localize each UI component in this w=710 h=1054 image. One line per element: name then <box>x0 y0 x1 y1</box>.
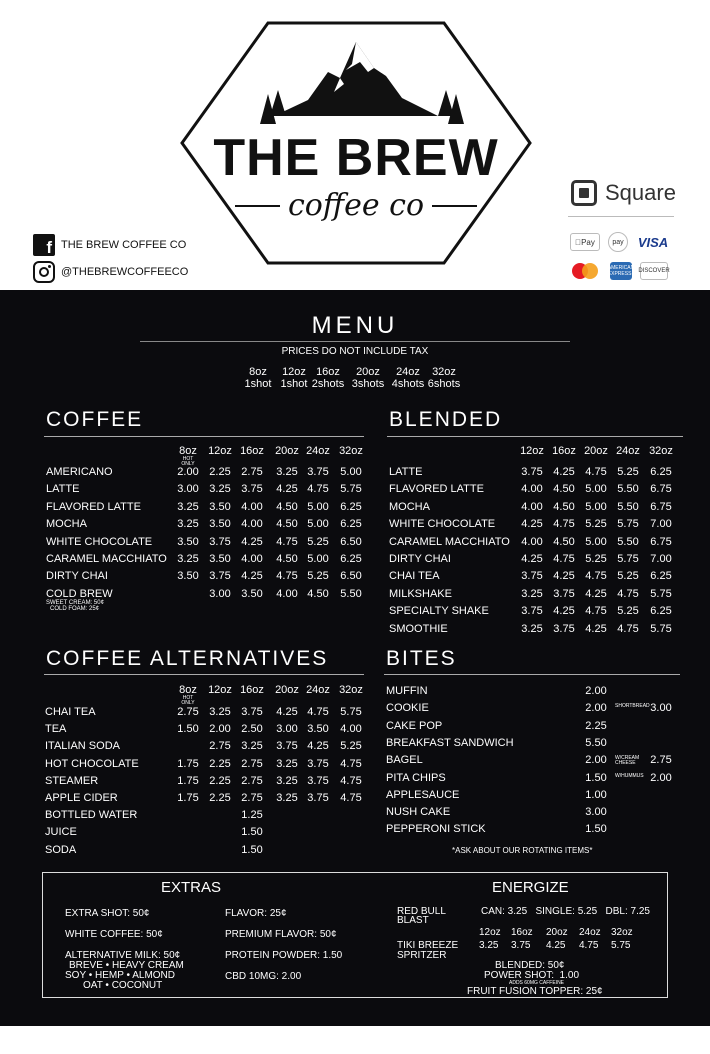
menu-divider <box>140 341 570 342</box>
bite-name: PITA CHIPS <box>386 771 446 784</box>
size-legend-shots: 1shot <box>244 378 272 390</box>
brand-subtitle: coffee co <box>287 188 425 223</box>
menu-item-price: 4.00 <box>241 553 263 565</box>
menu-item-price: 5.75 <box>340 483 362 496</box>
menu-item-price: 3.25 <box>276 774 298 787</box>
size-header: 24oz <box>306 445 330 457</box>
alternatives-section-title: COFFEE ALTERNATIVES <box>46 647 329 670</box>
size-legend-col <box>422 366 466 390</box>
bite-addon-label: W/HUMMUS <box>615 772 644 779</box>
white-coffee: WHITE COFFEE: 50¢ <box>65 929 163 940</box>
menu-item-price: 5.00 <box>340 466 362 478</box>
menu-item-price: 4.50 <box>553 483 575 496</box>
menu-item-name: DIRTY CHAI <box>389 553 451 565</box>
instagram-link[interactable] <box>33 261 188 283</box>
menu-item-name: SODA <box>45 843 77 856</box>
facebook-handle: THE BREW COFFEE CO <box>61 239 187 251</box>
menu-item-name: CARAMEL MACCHIATO <box>389 535 510 548</box>
menu-item-price: 3.75 <box>307 774 329 787</box>
facebook-icon: f <box>33 234 55 256</box>
menu-item-price: 3.75 <box>307 466 329 478</box>
google-pay-icon: pay <box>608 232 628 252</box>
menu-item-price: 4.25 <box>585 622 607 635</box>
menu-item-name: STEAMER <box>45 774 99 787</box>
size-legend-size: 8oz <box>249 366 267 378</box>
menu-item-price: 5.50 <box>617 535 639 548</box>
menu-item-name: CARAMEL MACCHIATO <box>46 553 167 565</box>
menu-item-price: 4.25 <box>521 518 543 531</box>
menu-item-price: 5.00 <box>585 535 607 548</box>
coffee-divider <box>44 436 364 437</box>
tiki-size: 32oz <box>611 927 633 938</box>
bite-addon-label: W/CREAM CHEESE <box>615 755 640 767</box>
menu-item-price: 5.00 <box>585 500 607 513</box>
menu-item-price: 5.25 <box>307 570 329 583</box>
size-legend-col <box>346 366 390 390</box>
menu-item-price: 4.25 <box>553 570 575 583</box>
hot-only-note: HOT ONLY <box>181 695 195 706</box>
cold-brew-note: SWEET CREAM: 50¢ <box>46 600 104 606</box>
tiki-price: 5.75 <box>611 940 631 951</box>
tiki-size: 12oz <box>479 927 501 938</box>
bite-addon-price: 2.75 <box>650 754 672 767</box>
menu-item-price: 4.75 <box>617 622 639 635</box>
menu-item-price: 3.75 <box>553 622 575 635</box>
menu-item-price: 4.75 <box>340 757 362 770</box>
premium-flavor: PREMIUM FLAVOR: 50¢ <box>225 929 337 940</box>
menu-item-price: 4.00 <box>521 483 543 496</box>
menu-item-price: 6.25 <box>340 500 362 513</box>
menu-item-price: 3.25 <box>521 622 543 635</box>
payment-row-2 <box>570 262 668 280</box>
size-header: 16oz <box>240 445 264 457</box>
size-header: 8oz <box>179 445 197 457</box>
menu-item-name: APPLE CIDER <box>45 792 118 804</box>
bite-name: PEPPERONI STICK <box>386 823 486 836</box>
brand-title: THE BREW <box>213 129 499 187</box>
red-bull-label-2: BLAST <box>397 915 429 926</box>
size-header: 24oz <box>306 684 330 696</box>
menu-item-price: 4.75 <box>307 706 329 718</box>
bite-price: 3.00 <box>585 806 607 819</box>
menu-item-price: 5.00 <box>307 518 329 531</box>
menu-item-name: TEA <box>45 723 67 736</box>
menu-item-price: 7.00 <box>650 518 672 531</box>
menu-item-name: SMOOTHIE <box>389 622 448 635</box>
bite-addon-label: SHORTBREAD <box>615 703 650 710</box>
menu-item-price: 3.25 <box>209 706 231 718</box>
menu-item-price: 6.75 <box>650 483 672 496</box>
blended-section-title: BLENDED <box>389 408 503 431</box>
bite-name: APPLESAUCE <box>386 788 460 801</box>
menu-item-name: SPECIALTY SHAKE <box>389 605 489 618</box>
bite-price: 5.50 <box>585 736 607 749</box>
menu-item-price: 6.25 <box>340 518 362 531</box>
size-header: 20oz <box>584 445 608 457</box>
menu-item-price: 5.50 <box>617 483 639 496</box>
square-logo <box>571 180 676 206</box>
size-legend-shots: 3shots <box>351 378 385 390</box>
menu-item-price: 3.75 <box>521 570 543 583</box>
size-header: 24oz <box>616 445 640 457</box>
menu-item-price: 4.00 <box>241 500 263 513</box>
bite-name: BREAKFAST SANDWICH <box>386 736 514 749</box>
size-legend-size: 32oz <box>432 366 456 378</box>
size-header: 16oz <box>552 445 576 457</box>
caffeine-note: ADDS 60MG CAFFEINE <box>509 980 565 986</box>
menu-item-name: LATTE <box>46 483 80 496</box>
menu-item-price: 3.25 <box>521 587 543 600</box>
menu-item-price: 4.75 <box>553 518 575 531</box>
extra-shot: EXTRA SHOT: 50¢ <box>65 908 150 919</box>
payment-row-1 <box>570 232 670 252</box>
menu-item-price: 5.75 <box>650 587 672 600</box>
menu-item-price: 1.25 <box>241 809 263 822</box>
menu-item-price: 5.25 <box>617 466 639 478</box>
menu-item-price: 2.25 <box>209 792 231 804</box>
size-header: 12oz <box>208 684 232 696</box>
menu-item-price: 4.50 <box>276 518 298 531</box>
menu-item-price: 4.00 <box>241 518 263 531</box>
menu-item-price: 3.75 <box>209 570 231 583</box>
menu-item-price: 4.00 <box>521 535 543 548</box>
size-legend-shots: 4shots <box>391 378 425 390</box>
extras-title: EXTRAS <box>161 879 222 896</box>
menu-item-price: 4.25 <box>585 587 607 600</box>
menu-item-price: 6.25 <box>340 553 362 565</box>
menu-item-price: 3.25 <box>177 518 199 531</box>
menu-item-price: 2.00 <box>209 723 231 736</box>
alt-milk-options-3: OAT • COCONUT <box>83 980 163 991</box>
menu-item-price: 5.00 <box>307 553 329 565</box>
menu-item-price: 6.75 <box>650 535 672 548</box>
menu-item-price: 3.75 <box>553 587 575 600</box>
menu-item-price: 4.75 <box>340 774 362 787</box>
menu-item-price: 2.25 <box>209 774 231 787</box>
menu-panel <box>0 290 710 1026</box>
menu-item-price: 3.00 <box>209 587 231 600</box>
bite-price: 1.50 <box>585 771 607 784</box>
tiki-size: 20oz <box>546 927 568 938</box>
menu-item-price: 7.00 <box>650 553 672 565</box>
bites-section-title: BITES <box>386 647 457 670</box>
menu-item-price: 3.00 <box>177 483 199 496</box>
mastercard-icon <box>570 262 602 280</box>
menu-item-price: 2.75 <box>241 792 263 804</box>
menu-item-price: 5.25 <box>617 570 639 583</box>
size-legend-col <box>306 366 350 390</box>
menu-item-price: 2.75 <box>241 757 263 770</box>
menu-item-price: 3.25 <box>177 553 199 565</box>
size-header: 32oz <box>339 684 363 696</box>
tax-note: PRICES DO NOT INCLUDE TAX <box>281 346 429 357</box>
menu-item-price: 4.75 <box>585 605 607 618</box>
menu-item-price: 3.25 <box>209 483 231 496</box>
size-legend-shots: 6shots <box>427 378 461 390</box>
bite-price: 2.00 <box>585 685 607 697</box>
tiki-size: 24oz <box>579 927 601 938</box>
menu-item-name: DIRTY CHAI <box>46 570 108 583</box>
bite-name: COOKIE <box>386 702 429 715</box>
energize-blended: BLENDED: 50¢ <box>495 960 565 971</box>
size-header: 32oz <box>339 445 363 457</box>
extras-box <box>42 872 668 998</box>
menu-item-price: 3.75 <box>241 483 263 496</box>
facebook-link[interactable] <box>33 234 186 256</box>
cold-foam-note: COLD FOAM: 25¢ <box>50 606 100 612</box>
menu-item-price: 3.75 <box>276 740 298 753</box>
menu-item-name: CHAI TEA <box>389 570 440 583</box>
menu-item-price: 4.75 <box>553 553 575 565</box>
blended-divider <box>387 436 683 437</box>
red-bull-prices: CAN: 3.25 SINGLE: 5.25 DBL: 7.25 <box>481 906 650 917</box>
menu-item-price: 4.00 <box>521 500 543 513</box>
menu-item-price: 2.50 <box>241 723 263 736</box>
menu-item-price: 3.75 <box>521 605 543 618</box>
menu-item-name: COLD BREW <box>46 587 113 600</box>
tiki-label-1: TIKI BREEZE <box>397 940 459 951</box>
menu-item-name: ITALIAN SODA <box>45 740 120 753</box>
menu-item-price: 6.50 <box>340 570 362 583</box>
menu-item-price: 3.50 <box>177 535 199 548</box>
visa-icon: VISA <box>637 234 669 250</box>
red-bull-label-1: RED BULL <box>397 906 446 917</box>
menu-item-price: 4.75 <box>585 466 607 478</box>
menu-item-name: FLAVORED LATTE <box>389 483 484 496</box>
menu-item-price: 3.75 <box>209 535 231 548</box>
menu-item-price: 1.50 <box>241 826 263 839</box>
bite-price: 2.00 <box>585 702 607 715</box>
menu-item-price: 6.25 <box>650 605 672 618</box>
menu-item-price: 1.75 <box>177 792 199 804</box>
size-header: 8oz <box>179 684 197 696</box>
menu-item-price: 5.00 <box>585 483 607 496</box>
menu-item-name: WHITE CHOCOLATE <box>389 518 496 531</box>
menu-item-name: JUICE <box>45 826 77 839</box>
menu-item-price: 3.25 <box>276 792 298 804</box>
menu-item-name: CHAI TEA <box>45 706 96 718</box>
size-header: 32oz <box>649 445 673 457</box>
menu-item-price: 2.00 <box>177 466 199 478</box>
menu-item-price: 4.25 <box>553 466 575 478</box>
menu-item-name: HOT CHOCOLATE <box>45 757 139 770</box>
menu-item-price: 3.75 <box>307 757 329 770</box>
bites-divider <box>384 674 680 675</box>
tiki-price: 3.75 <box>511 940 531 951</box>
menu-item-name: BOTTLED WATER <box>45 809 138 822</box>
menu-item-price: 5.25 <box>585 518 607 531</box>
menu-item-price: 4.25 <box>521 553 543 565</box>
menu-item-price: 4.50 <box>553 500 575 513</box>
discover-icon: DISCOVER <box>640 262 668 280</box>
menu-item-name: MILKSHAKE <box>389 587 452 600</box>
bite-name: BAGEL <box>386 754 423 767</box>
square-label: Square <box>605 180 676 205</box>
menu-item-price: 5.50 <box>340 587 362 600</box>
menu-item-price: 4.25 <box>276 706 298 718</box>
menu-item-price: 3.25 <box>276 466 298 478</box>
menu-item-price: 6.75 <box>650 500 672 513</box>
square-icon <box>571 180 597 206</box>
menu-item-price: 2.75 <box>209 740 231 753</box>
menu-item-price: 4.75 <box>617 587 639 600</box>
menu-item-price: 4.00 <box>276 587 298 600</box>
menu-item-price: 3.25 <box>276 757 298 770</box>
menu-item-price: 3.50 <box>209 500 231 513</box>
menu-item-price: 3.75 <box>307 792 329 804</box>
menu-item-price: 5.25 <box>617 605 639 618</box>
alt-milk: ALTERNATIVE MILK: 50¢ <box>65 950 181 961</box>
instagram-icon <box>33 261 55 283</box>
tiki-price: 4.25 <box>546 940 566 951</box>
cbd: CBD 10MG: 2.00 <box>225 971 302 982</box>
alt-milk-options-1: BREVE • HEAVY CREAM <box>69 960 184 971</box>
menu-item-price: 5.00 <box>307 500 329 513</box>
menu-item-price: 5.75 <box>650 622 672 635</box>
menu-item-price: 1.75 <box>177 757 199 770</box>
menu-item-price: 4.75 <box>585 570 607 583</box>
size-legend-shots: 2shots <box>311 378 345 390</box>
tiki-price: 4.75 <box>579 940 599 951</box>
menu-item-price: 3.75 <box>241 706 263 718</box>
size-header: 20oz <box>275 684 299 696</box>
protein-powder: PROTEIN POWDER: 1.50 <box>225 950 343 961</box>
menu-item-price: 3.00 <box>276 723 298 736</box>
menu-item-price: 5.75 <box>617 518 639 531</box>
bite-price: 2.25 <box>585 719 607 732</box>
menu-item-price: 2.75 <box>177 706 199 718</box>
menu-item-price: 4.25 <box>276 483 298 496</box>
menu-item-name: WHITE CHOCOLATE <box>46 535 153 548</box>
size-header: 20oz <box>275 445 299 457</box>
instagram-handle: @THEBREWCOFFEECO <box>61 266 189 278</box>
menu-item-price: 5.25 <box>585 553 607 565</box>
menu-item-price: 4.50 <box>307 587 329 600</box>
menu-item-price: 3.25 <box>241 740 263 753</box>
menu-item-name: MOCHA <box>389 500 430 513</box>
size-legend-shots: 1shot <box>280 378 308 390</box>
size-legend-size: 24oz <box>396 366 420 378</box>
amex-icon: AMERICAN EXPRESS <box>610 262 632 280</box>
tiki-size: 16oz <box>511 927 533 938</box>
menu-item-price: 4.50 <box>553 535 575 548</box>
menu-title: MENU <box>311 312 399 339</box>
size-header: 12oz <box>520 445 544 457</box>
menu-item-price: 4.75 <box>340 792 362 804</box>
bite-price: 2.00 <box>585 754 607 767</box>
bite-price: 1.50 <box>585 823 607 836</box>
fruit-fusion-topper: FRUIT FUSION TOPPER: 25¢ <box>467 986 603 997</box>
tiki-label-2: SPRITZER <box>397 950 447 961</box>
menu-item-price: 4.75 <box>307 483 329 496</box>
size-header: 12oz <box>208 445 232 457</box>
menu-item-price: 3.50 <box>209 518 231 531</box>
menu-item-price: 4.50 <box>276 500 298 513</box>
menu-item-price: 4.75 <box>276 570 298 583</box>
tiki-price: 3.25 <box>479 940 499 951</box>
menu-item-name: MOCHA <box>46 518 87 531</box>
menu-item-price: 1.50 <box>241 843 263 856</box>
menu-item-price: 1.75 <box>177 774 199 787</box>
bite-name: NUSH CAKE <box>386 806 451 819</box>
hot-only-note: HOT ONLY <box>181 456 195 467</box>
menu-item-price: 3.50 <box>307 723 329 736</box>
menu-item-name: LATTE <box>389 466 423 478</box>
size-header: 16oz <box>240 684 264 696</box>
menu-item-name: AMERICANO <box>46 466 113 478</box>
bite-name: CAKE POP <box>386 719 443 732</box>
menu-item-price: 6.50 <box>340 535 362 548</box>
rotating-items-note: *ASK ABOUT OUR ROTATING ITEMS* <box>452 846 593 855</box>
menu-item-price: 2.75 <box>241 774 263 787</box>
apple-pay-icon: Pay <box>570 233 600 251</box>
size-legend-size: 20oz <box>356 366 380 378</box>
menu-item-price: 5.50 <box>617 500 639 513</box>
header <box>0 0 710 290</box>
power-shot: POWER SHOT: 1.00 <box>484 970 580 981</box>
menu-item-price: 4.75 <box>276 535 298 548</box>
menu-item-price: 4.25 <box>307 740 329 753</box>
bite-price: 1.00 <box>585 788 607 801</box>
menu-item-price: 4.25 <box>553 605 575 618</box>
bite-name: MUFFIN <box>386 685 428 697</box>
menu-item-price: 1.50 <box>177 723 199 736</box>
alt-milk-options-2: SOY • HEMP • ALMOND <box>65 970 175 981</box>
menu-item-price: 6.25 <box>650 466 672 478</box>
menu-item-price: 5.75 <box>617 553 639 565</box>
size-legend-size: 16oz <box>316 366 340 378</box>
menu-item-name: FLAVORED LATTE <box>46 500 141 513</box>
menu-item-price: 3.75 <box>521 466 543 478</box>
menu-item-price: 4.00 <box>340 723 362 736</box>
menu-item-price: 3.50 <box>241 587 263 600</box>
alternatives-divider <box>44 674 364 675</box>
energize-title: ENERGIZE <box>492 879 569 896</box>
payment-divider <box>568 216 674 217</box>
bite-addon-price: 2.00 <box>650 771 672 784</box>
menu-item-price: 5.25 <box>307 535 329 548</box>
menu-item-price: 4.50 <box>276 553 298 565</box>
menu-item-price: 3.25 <box>177 500 199 513</box>
menu-item-price: 5.25 <box>340 740 362 753</box>
bite-addon-price: 3.00 <box>650 702 672 715</box>
menu-item-price: 2.25 <box>209 466 231 478</box>
size-legend-size: 12oz <box>282 366 306 378</box>
menu-item-price: 2.25 <box>209 757 231 770</box>
menu-item-price: 3.50 <box>177 570 199 583</box>
menu-item-price: 6.25 <box>650 570 672 583</box>
coffee-section-title: COFFEE <box>46 408 144 431</box>
flavor: FLAVOR: 25¢ <box>225 908 287 919</box>
menu-item-price: 4.25 <box>241 535 263 548</box>
menu-item-price: 3.50 <box>209 553 231 565</box>
menu-item-price: 4.25 <box>241 570 263 583</box>
menu-item-price: 2.75 <box>241 466 263 478</box>
menu-item-price: 5.75 <box>340 706 362 718</box>
